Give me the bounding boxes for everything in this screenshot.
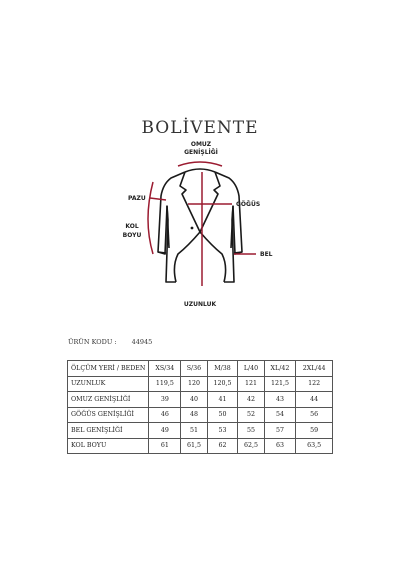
table-cell: 53: [207, 423, 238, 439]
table-header-cell: XS/34: [149, 361, 181, 377]
table-cell: 42: [238, 392, 264, 408]
sleeve-measure-line: [148, 182, 153, 254]
bicep-label: PAZU: [128, 195, 146, 202]
length-label: UZUNLUK: [183, 301, 217, 308]
table-cell: 121,5: [264, 376, 296, 392]
table-cell: 46: [149, 407, 181, 423]
table-header-cell: M/38: [207, 361, 238, 377]
sleeve-label-line2: BOYU: [122, 232, 142, 239]
waist-label: BEL: [260, 251, 273, 258]
table-cell: 51: [181, 423, 207, 439]
table-cell: 62: [207, 438, 238, 454]
table-cell: 39: [149, 392, 181, 408]
brand-logo: BOLİVENTE: [141, 118, 259, 138]
table-cell: 54: [264, 407, 296, 423]
size-chart-table: [67, 360, 333, 454]
coat-illustration: [158, 169, 242, 282]
table-cell: 122: [296, 376, 333, 392]
shoulder-label-line2: GENİŞLİĞİ: [184, 149, 218, 156]
table-row: [68, 407, 333, 423]
coat-button: [191, 227, 194, 230]
product-code-value: 44945: [131, 338, 153, 346]
table-header-cell: XL/42: [264, 361, 296, 377]
table-cell: 63: [264, 438, 296, 454]
table-cell: 57: [264, 423, 296, 439]
table-cell: 120: [181, 376, 207, 392]
table-header-cell: S/36: [181, 361, 207, 377]
product-code-label: ÜRÜN KODU :: [68, 338, 117, 346]
table-header-cell: 2XL/44: [296, 361, 333, 377]
table-cell: BEL GENİŞLİĞİ: [68, 423, 149, 439]
table-cell: 52: [238, 407, 264, 423]
table-cell: 55: [238, 423, 264, 439]
sleeve-label-line1: KOL: [125, 223, 139, 230]
table-row: [68, 392, 333, 408]
table-cell: KOL BOYU: [68, 438, 149, 454]
table-cell: 63,5: [296, 438, 333, 454]
table-cell: 48: [181, 407, 207, 423]
table-cell: 44: [296, 392, 333, 408]
table-cell: 121: [238, 376, 264, 392]
table-header-row: [68, 361, 333, 377]
table-header-cell: L/40: [238, 361, 264, 377]
table-row: [68, 438, 333, 454]
bicep-measure-line: [150, 198, 166, 200]
table-cell: 41: [207, 392, 238, 408]
table-cell: OMUZ GENİŞLİĞİ: [68, 392, 149, 408]
table-cell: 62,5: [238, 438, 264, 454]
table-cell: 61: [149, 438, 181, 454]
table-cell: 50: [207, 407, 238, 423]
table-cell: 119,5: [149, 376, 181, 392]
product-code: [68, 338, 152, 346]
chest-label: GÖĞÜS: [236, 201, 261, 208]
shoulder-label-line1: OMUZ: [190, 141, 212, 148]
table-row: [68, 423, 333, 439]
table-header-cell: ÖLÇÜM YERİ / BEDEN: [68, 361, 149, 377]
shoulder-measure-line: [178, 162, 222, 166]
table-cell: 49: [149, 423, 181, 439]
table-row: [68, 376, 333, 392]
coat-measurement-diagram: [0, 136, 400, 311]
table-cell: 61,5: [181, 438, 207, 454]
table-cell: 59: [296, 423, 333, 439]
table-cell: 40: [181, 392, 207, 408]
table-cell: 43: [264, 392, 296, 408]
table-cell: GÖĞÜS GENİŞLİĞİ: [68, 407, 149, 423]
table-cell: UZUNLUK: [68, 376, 149, 392]
table-cell: 56: [296, 407, 333, 423]
table-cell: 120,5: [207, 376, 238, 392]
